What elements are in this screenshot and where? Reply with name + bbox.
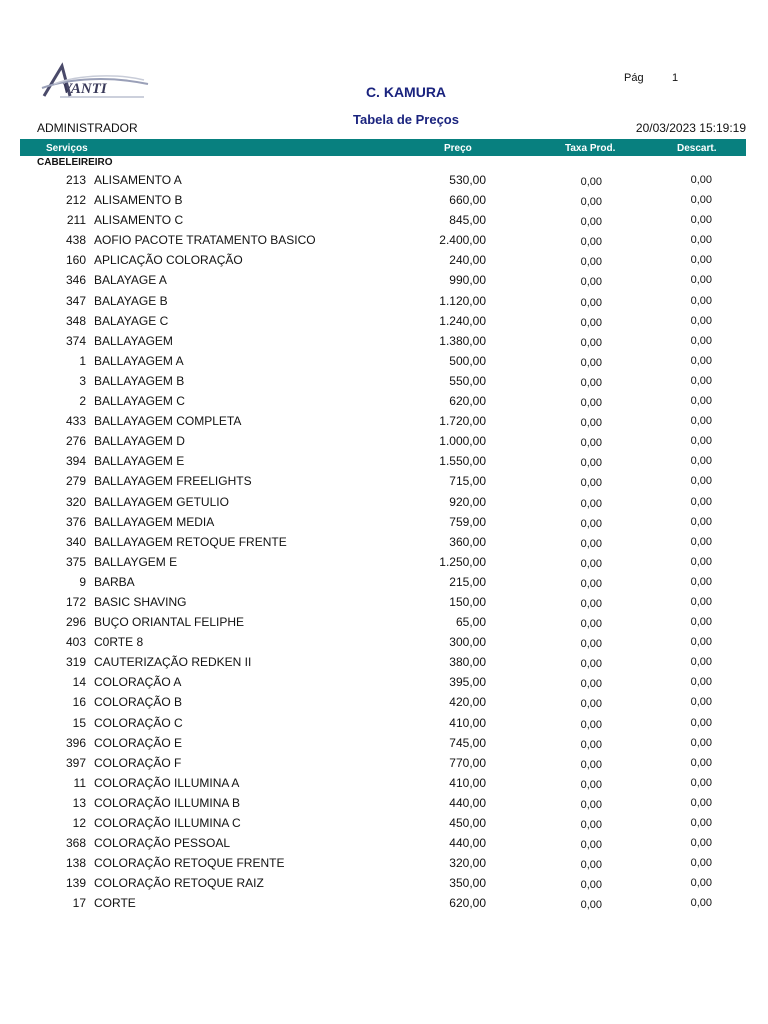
service-name: BALLAYAGEM RETOQUE FRENTE bbox=[94, 534, 287, 549]
service-tax: 0,00 bbox=[580, 798, 602, 811]
service-tax: 0,00 bbox=[580, 778, 602, 791]
service-code: 397 bbox=[65, 755, 86, 770]
column-discount: Descart. bbox=[677, 143, 717, 154]
table-header bbox=[20, 139, 746, 156]
service-code: 9 bbox=[79, 574, 86, 589]
service-tax: 0,00 bbox=[580, 517, 602, 530]
service-price: 920,00 bbox=[449, 494, 486, 509]
service-price: 1.550,00 bbox=[439, 454, 486, 469]
service-price: 550,00 bbox=[449, 373, 486, 388]
table-row bbox=[0, 332, 768, 352]
service-code: 403 bbox=[65, 635, 86, 650]
service-name: COLORAÇÃO A bbox=[94, 675, 182, 690]
service-discount: 0,00 bbox=[690, 314, 712, 327]
service-discount: 0,00 bbox=[690, 174, 712, 186]
table-row bbox=[0, 312, 768, 332]
service-tax: 0,00 bbox=[580, 256, 602, 269]
service-code: 320 bbox=[65, 494, 86, 509]
service-tax: 0,00 bbox=[580, 758, 602, 771]
service-name: ALISAMENTO B bbox=[94, 193, 183, 208]
service-discount: 0,00 bbox=[690, 736, 712, 749]
service-price: 300,00 bbox=[449, 635, 486, 650]
service-price: 380,00 bbox=[449, 655, 486, 670]
table-row bbox=[0, 211, 768, 231]
service-discount: 0,00 bbox=[690, 234, 712, 247]
service-price: 1.120,00 bbox=[439, 293, 486, 308]
service-code: 368 bbox=[65, 836, 86, 851]
service-price: 1.000,00 bbox=[439, 434, 486, 449]
service-tax: 0,00 bbox=[580, 899, 602, 912]
service-name: COLORAÇÃO ILLUMINA A bbox=[94, 775, 240, 790]
service-price: 500,00 bbox=[449, 353, 486, 368]
service-name: BALLAYAGEM A bbox=[94, 353, 184, 368]
service-price: 410,00 bbox=[449, 715, 486, 730]
service-tax: 0,00 bbox=[580, 336, 602, 349]
service-code: 340 bbox=[65, 534, 86, 549]
table-row bbox=[0, 231, 768, 251]
service-tax: 0,00 bbox=[580, 819, 602, 831]
service-tax: 0,00 bbox=[580, 216, 602, 229]
service-discount: 0,00 bbox=[690, 354, 712, 367]
service-name: BALLAYAGEM bbox=[94, 333, 173, 348]
service-code: 396 bbox=[65, 735, 86, 750]
service-tax: 0,00 bbox=[580, 597, 602, 610]
table-row bbox=[0, 693, 768, 713]
service-tax: 0,00 bbox=[580, 356, 602, 369]
service-discount: 0,00 bbox=[690, 796, 712, 809]
service-tax: 0,00 bbox=[580, 618, 602, 631]
service-code: 348 bbox=[65, 313, 86, 328]
service-price: 845,00 bbox=[449, 213, 486, 228]
service-discount: 0,00 bbox=[690, 776, 712, 789]
service-discount: 0,00 bbox=[690, 696, 712, 709]
service-discount: 0,00 bbox=[690, 837, 712, 850]
service-name: COLORAÇÃO RETOQUE RAIZ bbox=[94, 876, 264, 891]
service-code: 172 bbox=[65, 594, 86, 609]
service-tax: 0,00 bbox=[580, 196, 602, 209]
service-code: 374 bbox=[65, 333, 86, 348]
service-code: 375 bbox=[65, 554, 86, 569]
service-name: COLORAÇÃO ILLUMINA B bbox=[94, 795, 241, 810]
service-name: BARBA bbox=[94, 574, 135, 589]
service-tax: 0,00 bbox=[580, 658, 602, 671]
table-row bbox=[0, 734, 768, 754]
service-code: 17 bbox=[72, 896, 86, 911]
column-price: Preço bbox=[444, 143, 472, 154]
table-row bbox=[0, 573, 768, 593]
table-row bbox=[0, 191, 768, 211]
service-tax: 0,00 bbox=[580, 537, 602, 550]
service-price: 745,00 bbox=[449, 735, 486, 750]
service-code: 276 bbox=[65, 434, 86, 449]
service-discount: 0,00 bbox=[690, 535, 712, 548]
table-row bbox=[0, 593, 768, 613]
service-tax: 0,00 bbox=[580, 497, 602, 510]
service-code: 319 bbox=[65, 655, 86, 670]
service-code: 347 bbox=[65, 293, 86, 308]
service-name: COLORAÇÃO B bbox=[94, 695, 183, 710]
service-name: BALLAYGEM E bbox=[94, 554, 178, 569]
service-price: 360,00 bbox=[449, 534, 486, 549]
table-row bbox=[0, 714, 768, 734]
service-discount: 0,00 bbox=[690, 656, 712, 669]
service-name: APLICAÇÃO COLORAÇÃO bbox=[94, 253, 243, 268]
service-code: 433 bbox=[65, 414, 86, 429]
table-row bbox=[0, 513, 768, 533]
report-datetime: 20/03/2023 15:19:19 bbox=[635, 121, 746, 135]
service-name: ALISAMENTO C bbox=[94, 213, 184, 228]
table-row bbox=[0, 814, 768, 834]
table-row bbox=[0, 251, 768, 271]
service-price: 440,00 bbox=[449, 836, 486, 851]
service-price: 65,00 bbox=[455, 615, 486, 630]
service-discount: 0,00 bbox=[690, 455, 712, 468]
service-code: 394 bbox=[65, 454, 86, 469]
service-price: 660,00 bbox=[449, 193, 486, 208]
service-discount: 0,00 bbox=[690, 374, 712, 387]
table-row bbox=[0, 854, 768, 874]
table-row bbox=[0, 392, 768, 412]
table-row bbox=[0, 171, 768, 191]
service-price: 395,00 bbox=[449, 675, 486, 690]
service-code: 160 bbox=[65, 253, 86, 268]
service-code: 211 bbox=[66, 213, 86, 228]
service-price: 350,00 bbox=[449, 876, 486, 891]
service-price: 1.380,00 bbox=[439, 333, 486, 348]
service-tax: 0,00 bbox=[580, 296, 602, 309]
service-name: BALLAYAGEM B bbox=[94, 373, 185, 388]
service-code: 3 bbox=[79, 373, 86, 388]
service-code: 346 bbox=[65, 273, 86, 288]
service-name: AOFIO PACOTE TRATAMENTO BASICO bbox=[94, 233, 316, 248]
service-discount: 0,00 bbox=[690, 435, 712, 448]
service-code: 12 bbox=[72, 816, 86, 830]
service-name: BASIC SHAVING bbox=[94, 594, 187, 609]
table-row bbox=[0, 874, 768, 894]
service-price: 620,00 bbox=[449, 394, 486, 409]
service-tax: 0,00 bbox=[580, 477, 602, 490]
service-discount: 0,00 bbox=[690, 575, 712, 588]
service-name: COLORAÇÃO PESSOAL bbox=[94, 836, 231, 851]
service-name: BALLAYAGEM GETULIO bbox=[94, 494, 229, 509]
service-name: CAUTERIZAÇÃO REDKEN II bbox=[94, 655, 252, 670]
service-discount: 0,00 bbox=[690, 897, 712, 910]
service-code: 16 bbox=[72, 695, 86, 710]
service-name: COLORAÇÃO RETOQUE FRENTE bbox=[94, 856, 285, 871]
service-discount: 0,00 bbox=[690, 595, 712, 608]
column-tax: Taxa Prod. bbox=[565, 143, 616, 154]
service-discount: 0,00 bbox=[690, 756, 712, 769]
table-row bbox=[0, 894, 768, 914]
service-price: 410,00 bbox=[449, 775, 486, 790]
service-discount: 0,00 bbox=[690, 636, 712, 649]
table-row bbox=[0, 834, 768, 854]
service-price: 240,00 bbox=[449, 253, 486, 268]
service-price: 990,00 bbox=[449, 273, 486, 288]
service-code: 213 bbox=[65, 173, 86, 187]
table-row bbox=[0, 613, 768, 633]
service-tax: 0,00 bbox=[580, 437, 602, 450]
service-discount: 0,00 bbox=[690, 334, 712, 347]
service-name: BALLAYAGEM C bbox=[94, 394, 185, 409]
table-row bbox=[0, 533, 768, 553]
service-discount: 0,00 bbox=[690, 254, 712, 267]
service-price: 450,00 bbox=[449, 816, 486, 830]
service-name: COLORAÇÃO F bbox=[94, 755, 182, 770]
table-row bbox=[0, 673, 768, 693]
service-name: CORTE bbox=[94, 896, 136, 911]
company-name: C. KAMURA bbox=[365, 84, 447, 100]
table-row bbox=[0, 754, 768, 774]
service-name: C0RTE 8 bbox=[94, 635, 144, 650]
table-row bbox=[0, 412, 768, 432]
service-discount: 0,00 bbox=[690, 857, 712, 870]
table-row bbox=[0, 472, 768, 492]
service-tax: 0,00 bbox=[580, 236, 602, 249]
service-discount: 0,00 bbox=[690, 294, 712, 307]
service-tax: 0,00 bbox=[580, 678, 602, 691]
service-tax: 0,00 bbox=[580, 738, 602, 751]
service-name: BALLAYAGEM COMPLETA bbox=[94, 414, 242, 429]
service-price: 1.250,00 bbox=[439, 554, 486, 569]
service-tax: 0,00 bbox=[580, 698, 602, 711]
table-row bbox=[0, 372, 768, 392]
service-discount: 0,00 bbox=[690, 716, 712, 729]
service-discount: 0,00 bbox=[690, 817, 712, 829]
table-row bbox=[0, 774, 768, 794]
service-tax: 0,00 bbox=[580, 839, 602, 852]
service-code: 279 bbox=[65, 474, 86, 489]
service-code: 14 bbox=[72, 675, 86, 690]
service-price: 715,00 bbox=[449, 474, 486, 489]
service-tax: 0,00 bbox=[580, 276, 602, 289]
service-name: COLORAÇÃO ILLUMINA C bbox=[94, 816, 241, 830]
service-code: 13 bbox=[72, 795, 86, 810]
service-discount: 0,00 bbox=[690, 616, 712, 629]
column-services: Serviços bbox=[46, 143, 88, 154]
service-code: 438 bbox=[65, 233, 86, 248]
service-price: 420,00 bbox=[449, 695, 486, 710]
service-name: BALAYAGE C bbox=[94, 313, 169, 328]
service-tax: 0,00 bbox=[580, 879, 602, 892]
service-price: 759,00 bbox=[449, 514, 486, 529]
page-number: 1 bbox=[672, 72, 679, 84]
service-discount: 0,00 bbox=[690, 877, 712, 890]
service-price: 620,00 bbox=[449, 896, 486, 911]
service-name: BALAYAGE A bbox=[94, 273, 167, 288]
service-code: 15 bbox=[72, 715, 86, 730]
service-tax: 0,00 bbox=[580, 376, 602, 389]
service-code: 139 bbox=[65, 876, 86, 891]
table-row bbox=[0, 452, 768, 472]
service-price: 320,00 bbox=[449, 856, 486, 871]
svg-text:VANTI: VANTI bbox=[62, 81, 107, 97]
table-row bbox=[0, 633, 768, 653]
service-price: 215,00 bbox=[449, 574, 486, 589]
service-discount: 0,00 bbox=[690, 676, 712, 689]
service-name: BALLAYAGEM D bbox=[94, 434, 185, 449]
service-discount: 0,00 bbox=[690, 194, 712, 207]
service-name: ALISAMENTO A bbox=[94, 173, 182, 187]
service-code: 376 bbox=[65, 514, 86, 529]
service-name: BUÇO ORIANTAL FELIPHE bbox=[94, 615, 245, 630]
service-tax: 0,00 bbox=[580, 316, 602, 329]
user-name: ADMINISTRADOR bbox=[37, 121, 138, 135]
service-discount: 0,00 bbox=[690, 515, 712, 528]
service-tax: 0,00 bbox=[580, 457, 602, 470]
service-discount: 0,00 bbox=[690, 475, 712, 488]
service-name: BALLAYAGEM MEDIA bbox=[94, 514, 215, 529]
service-tax: 0,00 bbox=[580, 417, 602, 430]
page-label: Pág bbox=[624, 72, 644, 84]
service-discount: 0,00 bbox=[690, 214, 712, 227]
service-name: BALLAYAGEM E bbox=[94, 454, 185, 469]
table-row bbox=[0, 292, 768, 312]
service-tax: 0,00 bbox=[580, 718, 602, 731]
table-row bbox=[0, 271, 768, 291]
service-discount: 0,00 bbox=[690, 555, 712, 568]
service-price: 1.240,00 bbox=[439, 313, 486, 328]
service-name: BALLAYAGEM FREELIGHTS bbox=[94, 474, 252, 489]
service-price: 440,00 bbox=[449, 795, 486, 810]
service-tax: 0,00 bbox=[580, 397, 602, 410]
service-code: 1 bbox=[79, 353, 86, 368]
service-code: 296 bbox=[65, 615, 86, 630]
service-price: 1.720,00 bbox=[439, 414, 486, 429]
service-discount: 0,00 bbox=[690, 274, 712, 287]
report-title: Tabela de Preços bbox=[353, 112, 459, 127]
service-name: COLORAÇÃO E bbox=[94, 735, 183, 750]
price-table bbox=[0, 171, 768, 914]
service-name: COLORAÇÃO C bbox=[94, 715, 183, 730]
service-tax: 0,00 bbox=[580, 577, 602, 590]
service-discount: 0,00 bbox=[690, 495, 712, 508]
table-row bbox=[0, 352, 768, 372]
group-title: CABELEIREIRO bbox=[37, 157, 113, 168]
table-row bbox=[0, 493, 768, 513]
service-price: 2.400,00 bbox=[439, 233, 486, 248]
service-discount: 0,00 bbox=[690, 395, 712, 408]
table-row bbox=[0, 794, 768, 814]
table-row bbox=[0, 432, 768, 452]
service-code: 11 bbox=[73, 775, 86, 790]
service-code: 212 bbox=[65, 193, 86, 208]
service-price: 150,00 bbox=[449, 594, 486, 609]
service-tax: 0,00 bbox=[580, 859, 602, 872]
service-tax: 0,00 bbox=[580, 557, 602, 570]
service-price: 530,00 bbox=[449, 173, 486, 187]
service-tax: 0,00 bbox=[580, 638, 602, 651]
service-tax: 0,00 bbox=[580, 176, 602, 188]
service-discount: 0,00 bbox=[690, 415, 712, 428]
service-code: 138 bbox=[65, 856, 86, 871]
service-name: BALAYAGE B bbox=[94, 293, 168, 308]
service-price: 770,00 bbox=[449, 755, 486, 770]
table-row bbox=[0, 553, 768, 573]
table-row bbox=[0, 653, 768, 673]
service-code: 2 bbox=[79, 394, 86, 409]
